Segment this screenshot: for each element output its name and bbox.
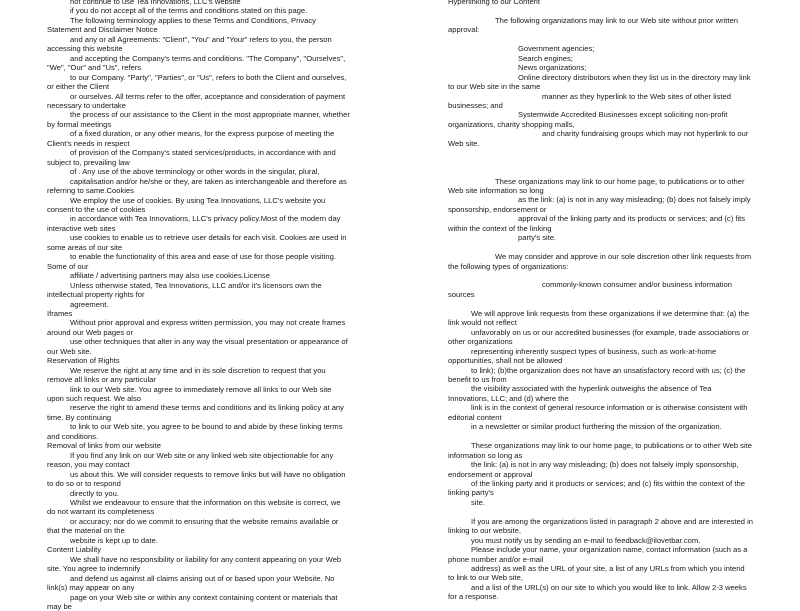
blank-line — [448, 507, 753, 516]
text-line: unfavorably on us or our accredited businesses (for example, trade associations or other organizations — [448, 327, 749, 347]
blank-line — [448, 6, 753, 15]
text-line: to our Company. "Party", "Parties", or "Us", refers to both the Client and ourselves, or either the Client — [47, 72, 347, 92]
text-line: address) as well as the URL of your site, a list of any URLs from which you intend to link to our Web site, — [448, 564, 745, 583]
text-line: These organizations may link to our home page, to publications or to other Web site information so long as — [448, 441, 752, 460]
text-line: and a list of the URL(s) on our site to which you would like to link. Allow 2-3 weeks for a response. — [448, 582, 747, 602]
text-line: use other techniques that alter in any way the visual presentation or appearance of our Web site. — [47, 337, 348, 356]
text-line: the visibility associated with the hyperlink outweighs the absence of Tea Innovations, LLC; and (d) where the — [448, 384, 712, 403]
section-heading: Content Liability — [47, 545, 102, 555]
text-line: page on your Web site or within any context containing content or materials that may be — [47, 592, 338, 611]
text-line: of provision of the Company's stated services/products, in accordance with and subject to, prevailing law — [47, 148, 336, 167]
section-heading: Hyperlinking to our Content — [448, 0, 541, 6]
text-line: representing inherently suspect types of business, such as work-at-home opportunities, shall not be allowed — [448, 346, 717, 366]
blank-line — [448, 158, 753, 167]
text-line: We employ the use of cookies. By using Tea Innovations, LLC's website you consent to the use of cookies — [47, 195, 326, 214]
text-line: or ourselves. All terms refer to the offer, acceptance and consideration of payment necessary to undertake — [47, 91, 346, 110]
text-line: The following organizations may link to our Web site without prior written approval: — [448, 15, 738, 35]
text-line: us about this. We will consider requests to remove links but will have no obligation to do so or to respond — [47, 469, 346, 489]
right-text-column — [448, 0, 753, 602]
text-line: in accordance with Tea Innovations, LLC's privacy policy.Most of the modern day interactive web sites — [47, 214, 341, 233]
blank-line — [448, 167, 753, 176]
text-line: and accepting the Company's terms and conditions. "The Company", "Ourselves", "We", "Our" and "Us", refers — [47, 53, 346, 73]
text-line: Online directory distributors when they list us in the directory may link to our Web site in the same — [448, 72, 751, 92]
text-line: and defend us against all claims arising out of or based upon your Website. No link(s) may appear on any — [47, 573, 335, 593]
text-line: If you find any link on our Web site or any linked web site objectionable for any reason, you may contact — [47, 450, 334, 470]
text-line: Systemwide Accredited Businesses except soliciting non-profit organizations, charity shopping malls, — [448, 110, 728, 129]
text-line: Unless otherwise stated, Tea Innovations, LLC and/or it's licensors own the intellectual property rights for — [47, 280, 322, 300]
text-line: or accuracy; nor do we commit to ensuring that the website remains available or that the material on the — [47, 516, 339, 536]
text-line: of . Any use of the above terminology or other words in the singular, plural, — [70, 167, 320, 177]
blank-line — [448, 271, 753, 280]
text-line: the link: (a) is not in any way misleading; (b) does not falsely imply sponsorship, endorsement or approval — [448, 460, 739, 479]
text-line: If you are among the organizations listed in paragraph 2 above and are interested in linking to our website, — [448, 516, 753, 536]
blank-line — [448, 432, 753, 441]
text-line: Search engines; — [518, 53, 573, 63]
text-line: if you do not accept all of the terms and conditions stated on this page. — [70, 6, 308, 16]
blank-line — [448, 35, 753, 44]
text-line: agreement. — [70, 299, 109, 309]
text-line: Government agencies; — [518, 44, 595, 54]
text-line: to enable the functionality of this area and ease of use for those people visiting. Some of our — [47, 252, 336, 271]
text-line: and any or all Agreements: "Client", "You" and "Your" refers to you, the person accessing this website — [47, 34, 332, 54]
text-line: site. — [471, 497, 485, 507]
text-line: We reserve the right at any time and in its sole discretion to request that you remove all links or any particular — [47, 365, 326, 385]
section-heading: Iframes — [47, 308, 73, 318]
text-line: Whilst we endeavour to ensure that the information on this website is correct, we do not warrant its completeness — [47, 498, 341, 517]
text-line: approval of the linking party and its products or services; and (c) fits within the context of the linking — [448, 214, 746, 233]
left-text-column — [47, 0, 350, 611]
text-line: link to our Web site. You agree to immediately remove all links to our Web site upon such request. We also — [47, 384, 332, 404]
text-line: directly to you. — [70, 488, 119, 498]
text-line: We shall have no responsibility or liability for any content appearing on your Web site. You agree to indemnify — [47, 554, 342, 574]
text-line: to link to our Web site, you agree to be bound to and abide by these linking terms and conditions. — [47, 422, 343, 441]
text-line: commonly-known consumer and/or business information sources — [448, 280, 732, 299]
text-line: We may consider and approve in our sole discretion other link requests from the following types of organizations: — [448, 252, 752, 271]
text-line: We will approve link requests from these organizations if we determine that: (a) the link would not reflect — [448, 308, 750, 328]
text-line: and charity fundraising groups which may not hyperlink to our Web site. — [448, 129, 749, 148]
text-line: News organizations; — [518, 63, 587, 73]
blank-line — [448, 148, 753, 157]
text-line: in a newsletter or similar product furthering the mission of the organization. — [471, 422, 722, 432]
text-line: manner as they hyperlink to the Web sites of other listed businesses; and — [448, 91, 731, 110]
text-line: use cookies to enable us to retrieve user details for each visit. Cookies are used in some areas of our site — [47, 233, 347, 252]
text-line: website is kept up to date. — [70, 535, 158, 545]
text-line: the process of our assistance to the Client in the most appropriate manner, whether by formal meetings — [47, 110, 350, 129]
text-line: not continue to use Tea Innovations, LLC's website — [70, 0, 241, 6]
text-line: party's site. — [518, 233, 557, 243]
text-line: capitalisation and/or he/she or they, are taken as interchangeable and therefore as referring to same.Cookies — [47, 176, 347, 196]
blank-line — [448, 299, 753, 308]
text-line: These organizations may link to our home page, to publications or to other Web site information so long — [448, 176, 745, 195]
text-line: to link); (b)the organization does not have an unsatisfactory record with us; (c) the benefit to us from — [448, 365, 746, 384]
text-line: of the linking party and it products or services; and (c) fits within the context of the linking party's — [448, 478, 745, 498]
text-line: affiliate / advertising partners may also use cookies.License — [70, 271, 270, 281]
blank-line — [448, 243, 753, 252]
text-line: reserve the right to amend these terms and conditions and its linking policy at any time. By continuing — [47, 403, 344, 422]
text-line: Please include your name, your organization name, contact information (such as a phone number and/or e-mail — [448, 545, 748, 564]
section-heading: Reservation of Rights — [47, 356, 120, 366]
section-heading: Removal of links from our website — [47, 441, 161, 451]
text-line: The following terminology applies to these Terms and Conditions, Privacy Statement and Disclaimer Notice — [47, 15, 316, 35]
text-line: of a fixed duration, or any other means, for the express purpose of meeting the Client's needs in respect — [47, 129, 335, 148]
text-line: link is in the context of general resource information or is otherwise consistent with editorial content — [448, 403, 748, 422]
text-line: you must notify us by sending an e-mail to feedback@ilovetbar.com. — [471, 535, 701, 545]
text-line: as the link: (a) is not in any way misleading; (b) does not falsely imply sponsorship, endorsement or — [448, 195, 751, 214]
text-line: Without prior approval and express written permission, you may not create frames around our Web pages or — [47, 318, 346, 337]
